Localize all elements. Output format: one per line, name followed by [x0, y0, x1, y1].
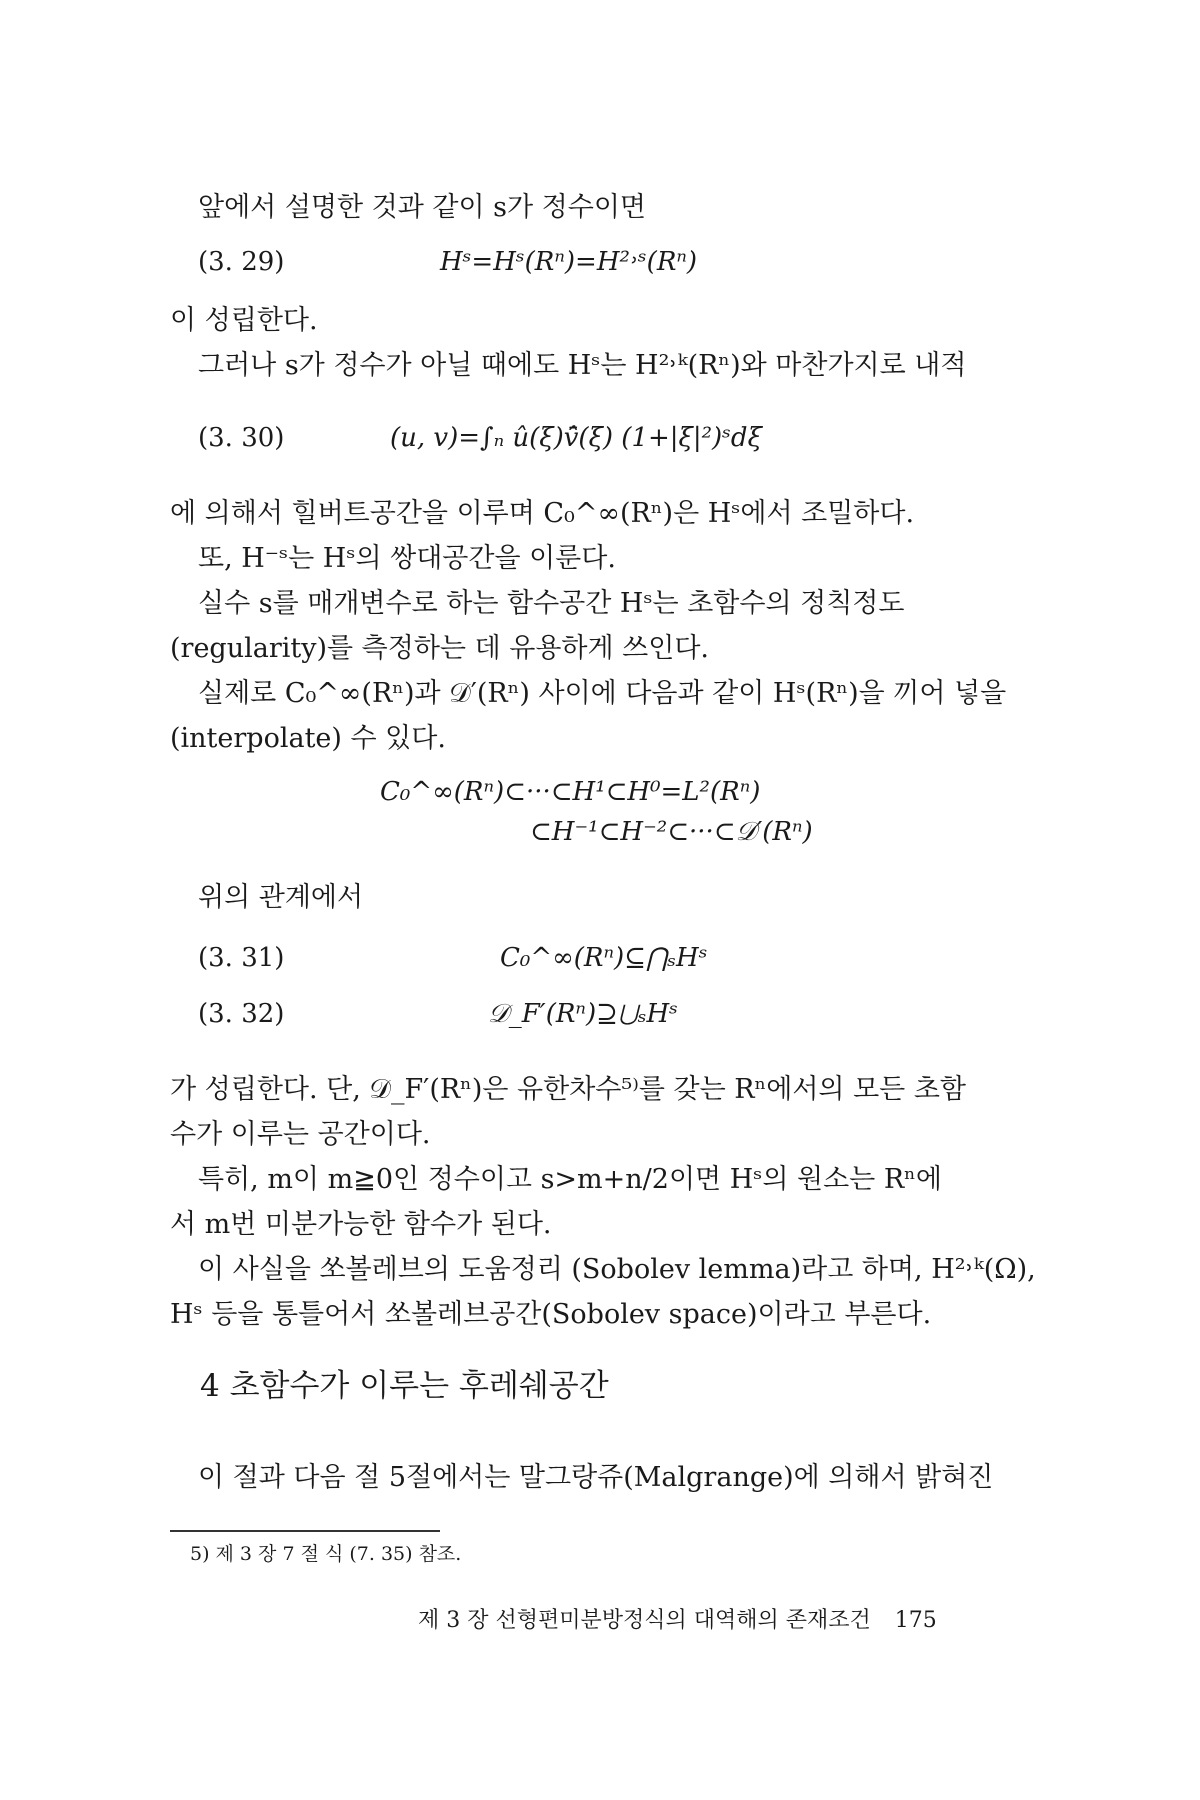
paragraph-line: 수가 이루는 공간이다. — [170, 1119, 431, 1150]
paragraph-line: 실제로 C₀^∞(Rⁿ)과 𝒟′(Rⁿ) 사이에 다음과 같이 Hˢ(Rⁿ)을 끼어 넣을 — [198, 678, 1007, 709]
paragraph-line: 또, H⁻ˢ는 Hˢ의 쌍대공간을 이룬다. — [198, 543, 616, 574]
paragraph-line: 서 m번 미분가능한 함수가 된다. — [170, 1209, 552, 1240]
paragraph-line: 그러나 s가 정수가 아닐 때에도 Hˢ는 H²˒ᵏ(Rⁿ)와 마찬가지로 내적 — [198, 350, 967, 381]
equation: 𝒟_F′(Rⁿ)⊇⋃ₛHˢ — [488, 999, 678, 1029]
inclusion-chain-line-1: C₀^∞(Rⁿ)⊂···⊂H¹⊂H⁰=L²(Rⁿ) — [380, 777, 761, 807]
equation: (u, v)=∫ₙ û(ξ)v̂̄(ξ) (1+|ξ|²)ˢdξ — [390, 423, 762, 453]
paragraph-line: 이 사실을 쏘볼레브의 도움정리 (Sobolev lemma)라고 하며, H²˒ᵏ(Ω), — [198, 1254, 1036, 1285]
equation-number: (3. 32) — [198, 999, 285, 1029]
paragraph-line: 이 절과 다음 절 5절에서는 말그랑쥬(Malgrange)에 의해서 밝혀진 — [198, 1462, 994, 1493]
equation: Hˢ=Hˢ(Rⁿ)=H²˒ˢ(Rⁿ) — [440, 247, 698, 277]
equation-number: (3. 29) — [198, 247, 285, 277]
equation-number: (3. 30) — [198, 423, 285, 453]
paragraph-line: 앞에서 설명한 것과 같이 s가 정수이면 — [198, 192, 646, 223]
paragraph-line: 특히, m이 m≧0인 정수이고 s>m+n/2이면 Hˢ의 원소는 Rⁿ에 — [198, 1164, 942, 1195]
paragraph-line: 실수 s를 매개변수로 하는 함수공간 Hˢ는 초함수의 정칙정도 — [198, 588, 905, 619]
footer-chapter-title: 제 3 장 선형편미분방정식의 대역해의 존재조건 — [418, 1608, 871, 1633]
paragraph-line: 이 성립한다. — [170, 305, 318, 336]
inclusion-chain-line-2: ⊂H⁻¹⊂H⁻²⊂···⊂𝒟′(Rⁿ) — [530, 817, 813, 847]
paragraph-line: 위의 관계에서 — [198, 882, 364, 913]
equation: C₀^∞(Rⁿ)⊆⋂ₛHˢ — [500, 943, 708, 973]
page-number: 175 — [894, 1608, 937, 1633]
paragraph-line: (regularity)를 측정하는 데 유용하게 쓰인다. — [170, 633, 709, 664]
paragraph-line: 가 성립한다. 단, 𝒟_F′(Rⁿ)은 유한차수⁵⁾를 갖는 Rⁿ에서의 모든 초함 — [170, 1074, 966, 1105]
section-heading: 4 초함수가 이루는 후레쉐공간 — [200, 1368, 609, 1404]
equation-number: (3. 31) — [198, 943, 285, 973]
footnote-divider — [170, 1530, 440, 1532]
footnote: 5) 제 3 장 7 절 식 (7. 35) 참조. — [190, 1543, 462, 1565]
running-footer — [418, 1606, 937, 1636]
paragraph-line: 에 의해서 힐버트공간을 이루며 C₀^∞(Rⁿ)은 Hˢ에서 조밀하다. — [170, 498, 915, 529]
paragraph-line: (interpolate) 수 있다. — [170, 723, 446, 754]
paragraph-line: Hˢ 등을 통틀어서 쏘볼레브공간(Sobolev space)이라고 부른다. — [170, 1299, 932, 1330]
